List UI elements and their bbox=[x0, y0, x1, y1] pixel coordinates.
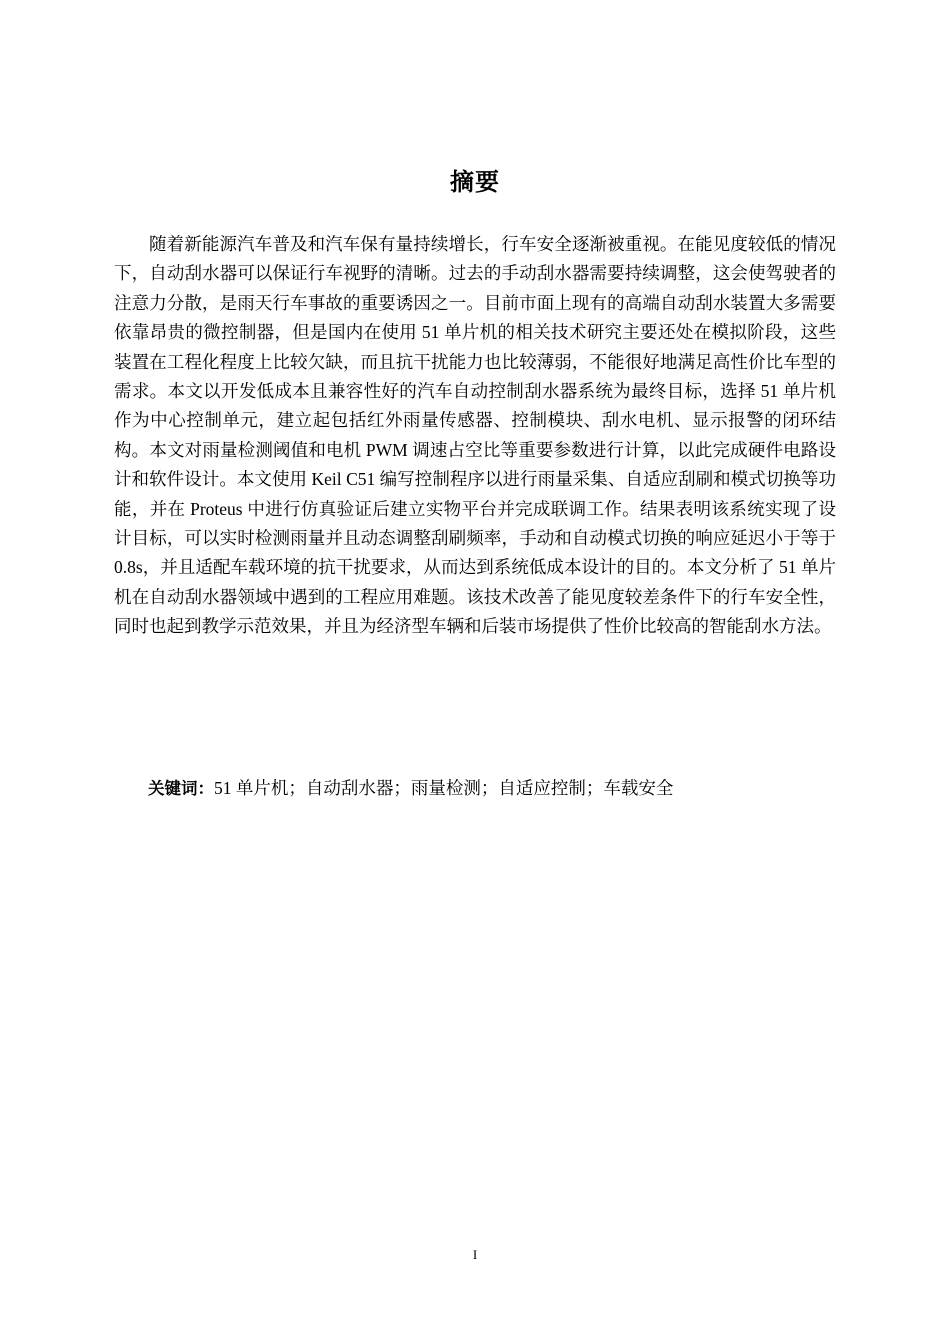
keywords-values: 51 单片机；自动刮水器；雨量检测；自适应控制；车载安全 bbox=[214, 778, 674, 798]
abstract-title: 摘要 bbox=[450, 168, 500, 196]
abstract-body: 随着新能源汽车普及和汽车保有量持续增长，行车安全逐渐被重视。在能见度较低的情况下，自动刮水器可以保证行车视野的清晰。过去的手动刮水器需要持续调整，这会使驾驶者的注意力分散，是雨天行车事故的重要诱因之一。目前市面上现有的高端自动刮水装置大多需要依靠昂贵的微控制器，但是国内在使用 51 单片机的相关技术研究主要还处在模拟阶段，这些装置在工程化程度上比较欠缺，而且抗干扰能力也比较薄弱，不能很好地满足高性价比车型的需求。本文以开发低成本且兼容性好的汽车自动控制刮水器系统为最终目标，选择 51 单片机作为中心控制单元，建立起包括红外雨量传感器、控制模块、刮水电机、显示报警的闭环结构。本文对雨量检测阈值和电机 PWM 调速占空比等重要参数进行计算，以此完成硬件电路设计和软件设计。本文使用 Keil C51 编写控制程序以进行雨量采集、自适应刮刷和模式切换等功能，并在 Proteus 中进行仿真验证后建立实物平台并完成联调工作。结果表明该系统实现了设计目标，可以实时检测雨量并且动态调整刮刷频率，手动和自动模式切换的响应延迟小于等于 0.8s，并且适配车载环境的抗干扰要求，从而达到系统低成本设计的目的。本文分析了 51 单片机在自动刮水器领域中遇到的工程应用难题。该技术改善了能见度较差条件下的行车安全性，同时也起到教学示范效果，并且为经济型车辆和后装市场提供了性价比较高的智能刮水方法。 bbox=[114, 234, 836, 637]
keywords-line bbox=[148, 774, 848, 803]
keywords-label: 关键词： bbox=[148, 779, 214, 798]
page-number: I bbox=[472, 1247, 478, 1262]
